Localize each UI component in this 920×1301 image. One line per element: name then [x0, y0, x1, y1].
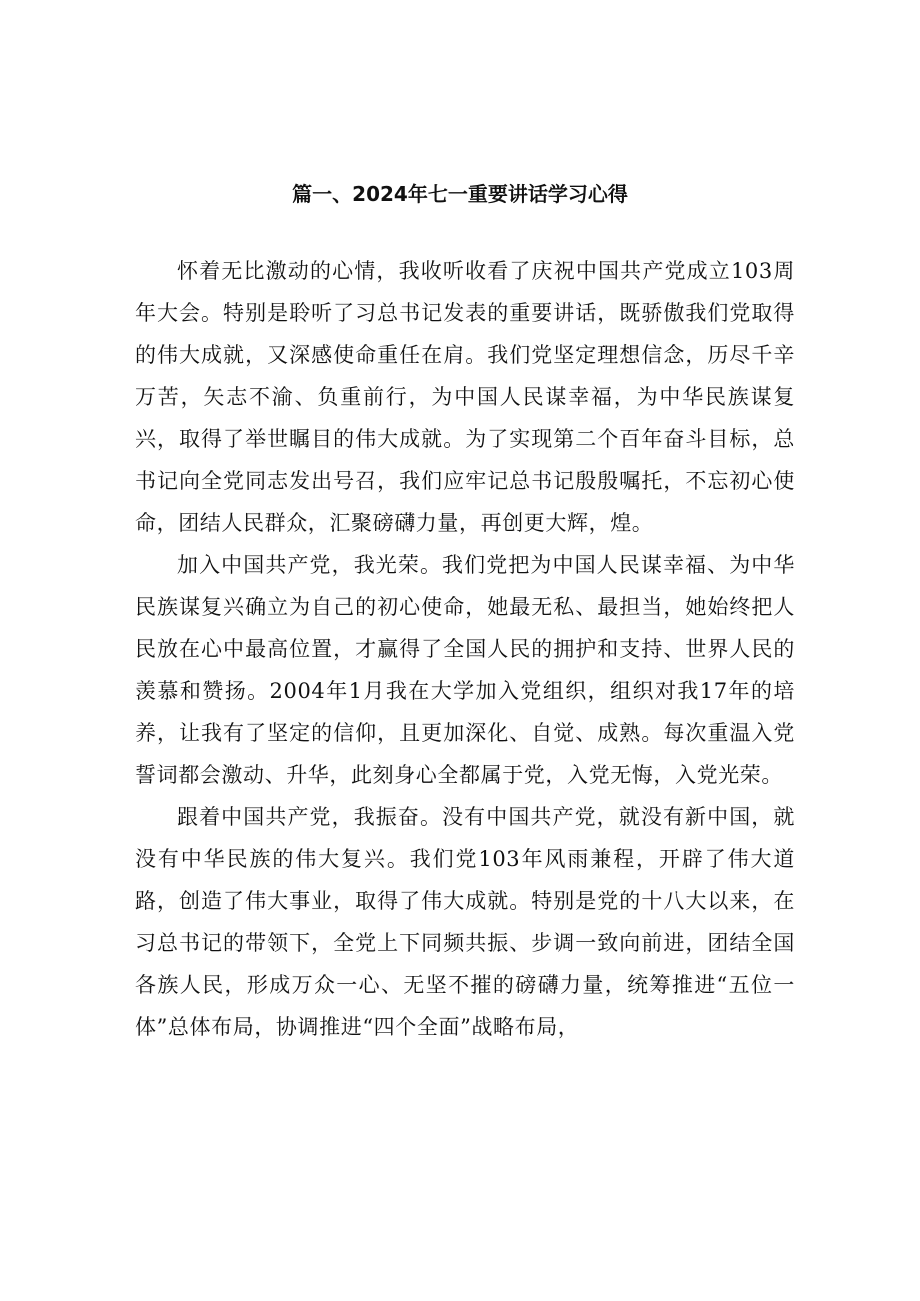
document-title: 篇一、2024年七一重要讲话学习心得	[292, 182, 628, 206]
paragraph-2: 加入中国共产党，我光荣。我们党把为中国人民谋幸福、为中华民族谋复兴确立为自己的初心使命，她最无私、最担当，她始终把人民放在心中最高位置，才赢得了全国人民的拥护和支持、世界人民的羡慕和赞扬。2004年1月我在大学加入党组织，组织对我17年的培养，让我有了坚定的信仰，且更加深化、自觉、成熟。每次重温入党誓词都会激动、升华，此刻身心全都属于党，入党无悔，入党光荣。	[135, 553, 795, 787]
paragraph-3: 跟着中国共产党，我振奋。没有中国共产党，就没有新中国，就没有中华民族的伟大复兴。我们党103年风雨兼程，开辟了伟大道路，创造了伟大事业，取得了伟大成就。特别是党的十八大以来，在习总书记的带领下，全党上下同频共振、步调一致向前进，团结全国各族人民，形成万众一心、无坚不摧的磅礴力量，统筹推进“五位一体”总体布局，协调推进“四个全面”战略布局，	[135, 805, 795, 1039]
paragraph-1: 怀着无比激动的心情，我收听收看了庆祝中国共产党成立103周年大会。特别是聆听了习总书记发表的重要讲话，既骄傲我们党取得的伟大成就，又深感使命重任在肩。我们党坚定理想信念，历尽千辛万苦，矢志不渝、负重前行，为中国人民谋幸福，为中华民族谋复兴，取得了举世瞩目的伟大成就。为了实现第二个百年奋斗目标，总书记向全党同志发出号召，我们应牢记总书记殷殷嘱托，不忘初心使命，团结人民群众，汇聚磅礴力量，再创更大辉，煌。	[135, 259, 795, 535]
document-body	[135, 250, 795, 1048]
